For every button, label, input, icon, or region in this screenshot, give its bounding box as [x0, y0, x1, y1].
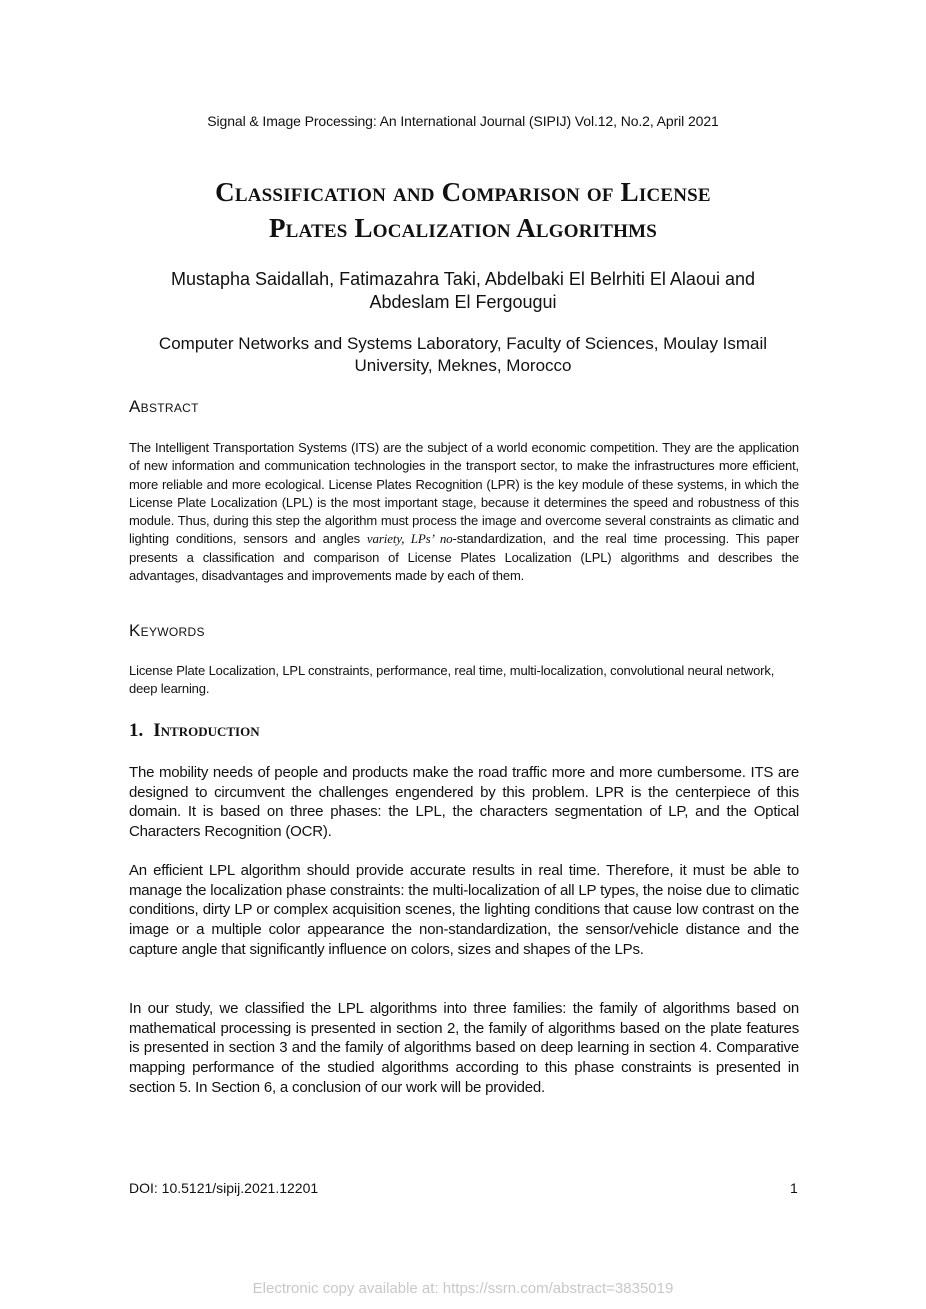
introduction-heading — [129, 720, 260, 742]
abstract-text — [129, 439, 799, 585]
doi-footer: DOI: 10.5121/sipij.2021.12201 — [129, 1180, 319, 1196]
abstract-text-italic: variety, LPs’ no — [366, 531, 453, 547]
affiliation-line-1: Computer Networks and Systems Laboratory, Faculty of Sciences, Moulay Ismail — [158, 334, 768, 353]
keywords-heading: Keywords — [129, 621, 205, 640]
introduction-heading-label: Introduction — [153, 720, 260, 741]
running-header: Signal & Image Processing: An International Journal (SIPIJ) Vol.12, No.2, April 2021 — [207, 113, 719, 129]
keywords-text: License Plate Localization, LPL constraints, performance, real time, multi-localization, convolutional neural network, deep learning. — [129, 663, 775, 697]
paper-title-line-1: Classification and Comparison of License — [215, 177, 711, 207]
author-list — [100, 268, 826, 314]
paper-title — [60, 174, 866, 246]
page-number: 1 — [790, 1180, 798, 1196]
abstract-heading: Abstract — [129, 397, 199, 416]
affiliation — [100, 333, 826, 377]
author-list-line-1: Mustapha Saidallah, Fatimazahra Taki, Abdelbaki El Belrhiti El Alaoui and — [170, 269, 755, 289]
abstract-text-part-1: The Intelligent Transportation Systems (ITS) are the subject of a world economic competition. They are the application of new information and communication technologies in the transport sector, to make the infrastructures more efficient, more reliable and more ecological. License Plates Recognition (LPR) is the key module of these systems, in which the License Plate Localization (LPL) is the most important stage, because it determines the speed and robustness of this module. Thus, during this step the algorithm must process the image and overcome several constraints as climatic and lighting conditions, sensors and angles — [129, 440, 799, 547]
ssrn-watermark: Electronic copy available at: https://ssrn.com/abstract=3835019 — [252, 1280, 674, 1297]
introduction-paragraph-2: An efficient LPL algorithm should provide accurate results in real time. Therefore, it must be able to manage the localization phase constraints: the multi-localization of all LP types, the noise due to climatic conditions, dirty LP or complex acquisition scenes, the lighting conditions that cause low contrast on the image or a multiple color appearance the non-standardization, the sensor/vehicle distance and the capture angle that significantly influence on colors, sizes and shapes of the LPs. — [129, 862, 799, 958]
section-number: 1. — [129, 720, 144, 741]
abstract-text-part-2: -standardization, and the real time processing. This paper presents a classification and comparison of License Plates Localization (LPL) algorithms and describes the advantages, disadvantages and improvements made by each of them. — [129, 531, 799, 584]
paper-title-line-2: Plates Localization Algorithms — [268, 213, 658, 243]
introduction-paragraph-1: The mobility needs of people and products make the road traffic more and more cumbersome. ITS are designed to circumvent the challenges engendered by this problem. LPR is the centerpiece of this domain. It is based on three phases: the LPL, the characters segmentation of LP, and the Optical Characters Recognition (OCR). — [129, 764, 799, 841]
affiliation-line-2: University, Meknes, Morocco — [354, 356, 572, 375]
author-list-line-2: Abdeslam El Fergougui — [369, 292, 557, 312]
introduction-paragraph-3: In our study, we classified the LPL algorithms into three families: the family of algorithms based on mathematical processing is presented in section 2, the family of algorithms based on the plate features is presented in section 3 and the family of algorithms based on deep learning in section 4. Comparative mapping performance of the studied algorithms according to this phase constraints is presented in section 5. In Section 6, a conclusion of our work will be provided. — [129, 1000, 799, 1096]
